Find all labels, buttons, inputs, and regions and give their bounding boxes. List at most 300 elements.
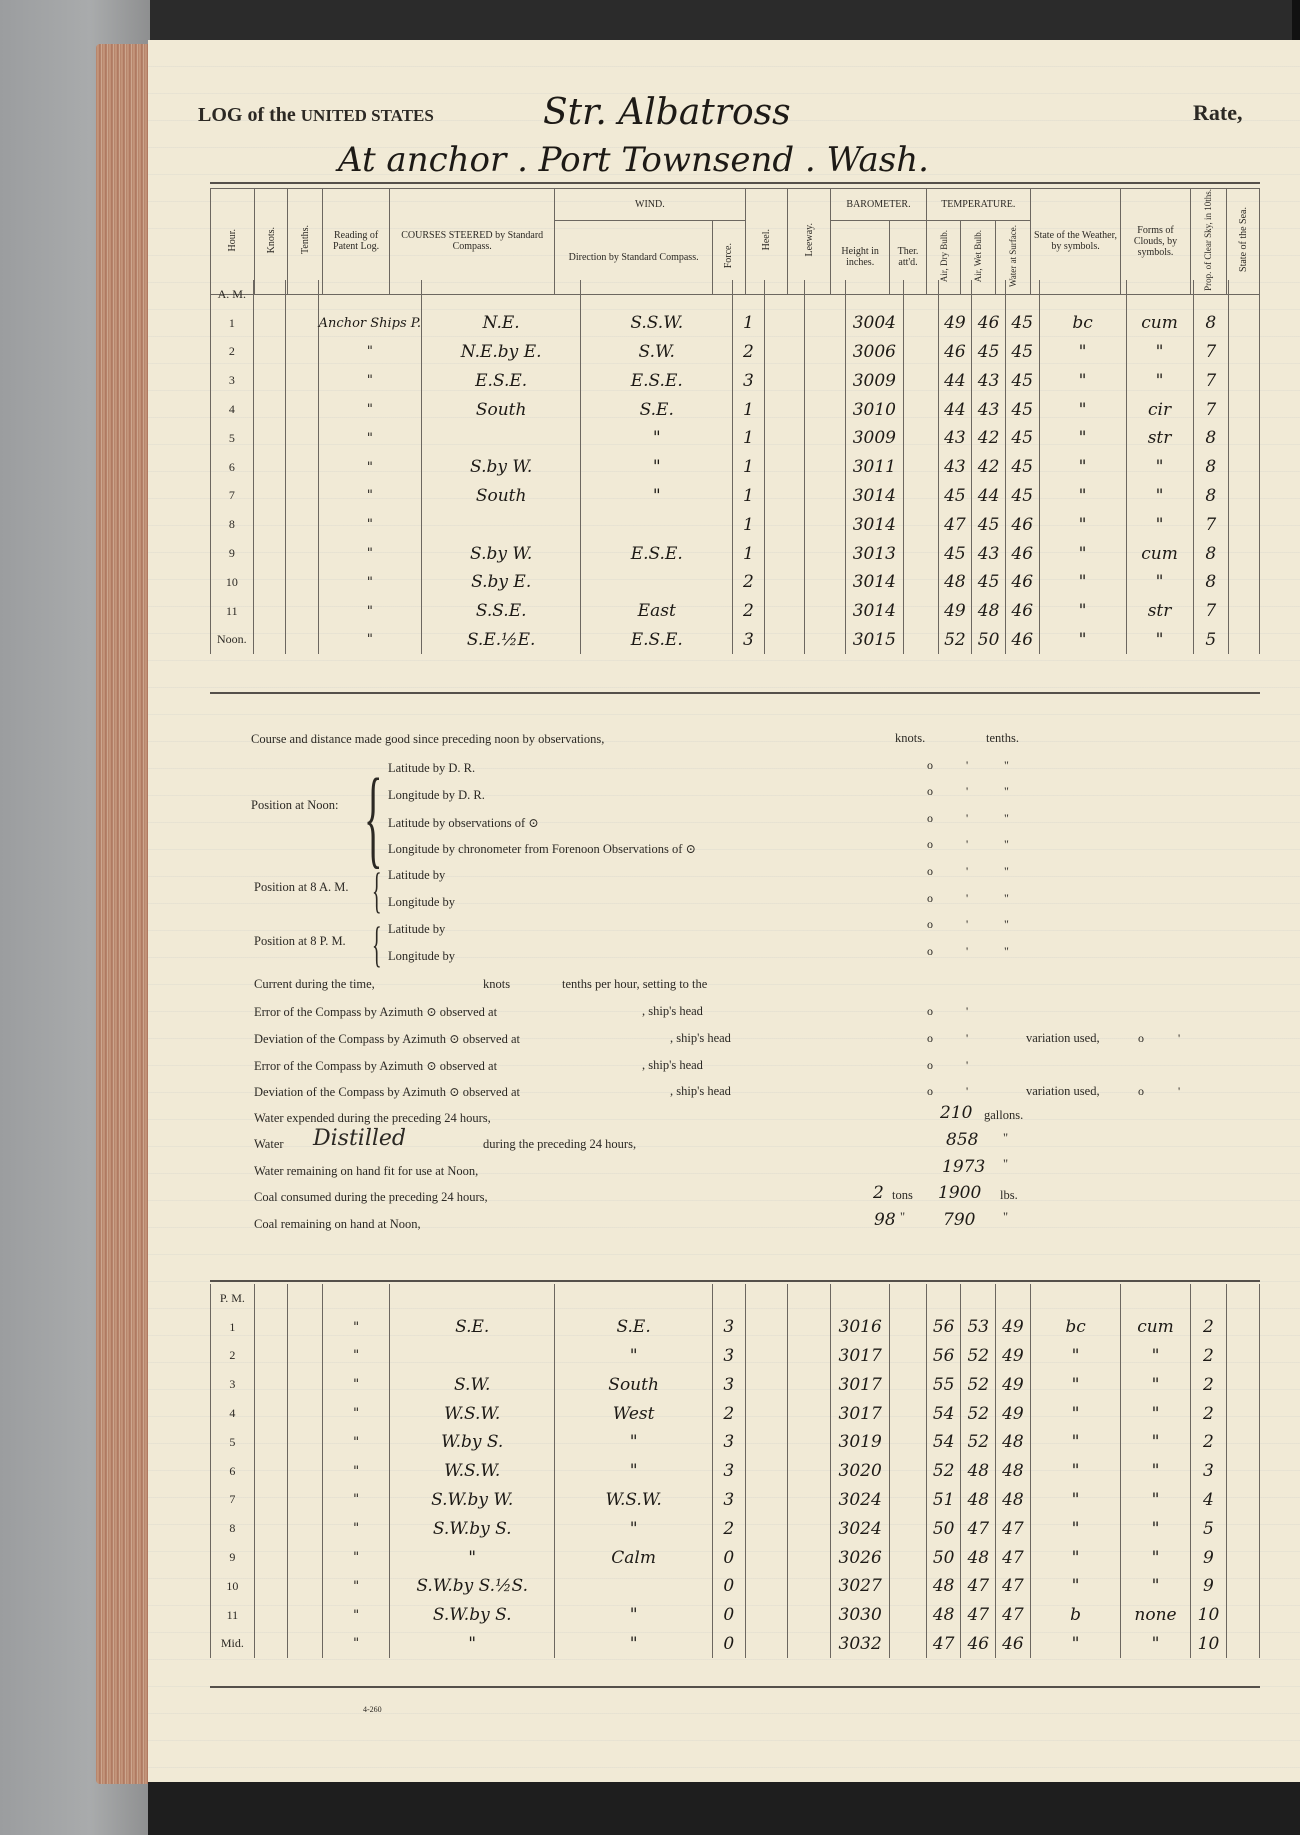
water-remaining-value: 1973 xyxy=(942,1157,986,1177)
ships-head-label-2: , ship's head xyxy=(670,1031,731,1045)
clouds-cell: " xyxy=(1126,453,1193,482)
ships-head-label-1: , ship's head xyxy=(642,1004,703,1018)
weather-cell: " xyxy=(1030,1342,1121,1371)
col-patent-log: Reading of Patent Log. xyxy=(323,189,390,295)
leeway-cell xyxy=(805,424,846,453)
weather-cell: " xyxy=(1039,366,1126,395)
water-distilled-value: 858 xyxy=(946,1130,979,1150)
compass-degree-symbol: o xyxy=(927,1058,933,1072)
scan-bottom-border xyxy=(148,1782,1300,1835)
baro-ther-cell xyxy=(890,1457,927,1486)
clouds-cell: cum xyxy=(1126,309,1193,338)
course-cell: S.W.by S. xyxy=(390,1601,555,1630)
wind-direction-cell: E.S.E. xyxy=(581,366,733,395)
tenths-cell xyxy=(288,1601,323,1630)
clouds-cell: " xyxy=(1121,1457,1190,1486)
empty-cell xyxy=(764,280,805,309)
weather-cell: " xyxy=(1030,1630,1121,1659)
col-barometer: BAROMETER. xyxy=(831,189,927,221)
sea-cell xyxy=(1228,453,1259,482)
wind-direction-cell: " xyxy=(555,1342,713,1371)
baro-height-cell: 3017 xyxy=(831,1342,890,1371)
log-row xyxy=(211,597,1260,626)
col-knots: Knots. xyxy=(265,226,277,254)
empty-cell xyxy=(713,1284,746,1313)
air-dry-cell: 55 xyxy=(926,1370,961,1399)
weather-cell: " xyxy=(1030,1370,1121,1399)
error-compass-label-1: Error of the Compass by Azimuth ⊙ observed at xyxy=(254,1005,498,1019)
log-row xyxy=(211,510,1260,539)
patent-log-cell: " xyxy=(323,1342,390,1371)
sea-cell xyxy=(1228,568,1259,597)
log-row xyxy=(211,539,1260,568)
log-row xyxy=(211,1543,1260,1572)
weather-cell: " xyxy=(1039,395,1126,424)
position-noon-brace: { xyxy=(364,756,383,878)
air-wet-cell: 53 xyxy=(961,1313,996,1342)
position-second-symbol: " xyxy=(1004,837,1009,851)
air-dry-cell: 52 xyxy=(926,1457,961,1486)
weather-cell: bc xyxy=(1030,1313,1121,1342)
wind-force-cell: 1 xyxy=(733,539,764,568)
air-wet-cell: 42 xyxy=(972,424,1006,453)
compass-minute-symbol: ' xyxy=(966,1031,969,1045)
course-cell: S.W.by W. xyxy=(390,1486,555,1515)
water-surface-cell: 45 xyxy=(1005,366,1039,395)
weather-cell: b xyxy=(1030,1601,1121,1630)
position-degree-symbol: o xyxy=(927,811,933,825)
empty-cell xyxy=(555,1284,713,1313)
hour-cell: 10 xyxy=(211,568,254,597)
clouds-cell: " xyxy=(1126,482,1193,511)
course-cell: N.E. xyxy=(422,309,581,338)
water-surface-cell: 45 xyxy=(1005,338,1039,367)
ditto-4: " xyxy=(1003,1210,1009,1224)
baro-height-cell: 3013 xyxy=(846,539,904,568)
knots-cell xyxy=(254,1313,288,1342)
clouds-cell: cum xyxy=(1126,539,1193,568)
current-knots-label: knots xyxy=(483,977,511,991)
air-dry-cell: 50 xyxy=(926,1514,961,1543)
wind-direction-cell: S.S.W. xyxy=(581,309,733,338)
patent-log-cell: " xyxy=(318,626,421,655)
baro-ther-cell xyxy=(903,395,938,424)
course-cell: S.E.½E. xyxy=(422,626,581,655)
wind-force-cell: 3 xyxy=(733,626,764,655)
empty-cell xyxy=(253,280,285,309)
air-dry-cell: 48 xyxy=(926,1572,961,1601)
am-table-top-rule xyxy=(210,182,1260,184)
air-wet-cell: 48 xyxy=(961,1543,996,1572)
course-cell xyxy=(422,510,581,539)
leeway-cell xyxy=(805,309,846,338)
knots-cell xyxy=(253,366,285,395)
tenths-cell xyxy=(288,1457,323,1486)
water-surface-cell: 46 xyxy=(1005,539,1039,568)
col-heel: Heel. xyxy=(760,229,772,251)
period-label: A. M. xyxy=(211,280,254,309)
air-wet-cell: 48 xyxy=(972,597,1006,626)
knots-cell xyxy=(254,1399,288,1428)
lat-8am-label: Latitude by xyxy=(388,868,446,882)
baro-ther-cell xyxy=(903,338,938,367)
weather-cell: " xyxy=(1039,453,1126,482)
log-row xyxy=(211,1428,1260,1457)
position-degree-symbol: o xyxy=(927,944,933,958)
sea-cell xyxy=(1228,626,1259,655)
period-label-row xyxy=(211,1284,1260,1313)
water-surface-cell: 46 xyxy=(1005,626,1039,655)
sea-cell xyxy=(1228,309,1259,338)
wind-force-cell: 1 xyxy=(733,482,764,511)
course-cell: W.by S. xyxy=(390,1428,555,1457)
wind-direction-cell: W.S.W. xyxy=(555,1486,713,1515)
empty-cell xyxy=(788,1284,831,1313)
heel-cell xyxy=(745,1486,788,1515)
clouds-cell: " xyxy=(1126,510,1193,539)
air-dry-cell: 46 xyxy=(938,338,972,367)
empty-cell xyxy=(422,280,581,309)
weather-cell: " xyxy=(1030,1486,1121,1515)
weather-cell: bc xyxy=(1039,309,1126,338)
wind-force-cell: 3 xyxy=(713,1370,746,1399)
tenths-cell xyxy=(288,1514,323,1543)
tenths-label: tenths. xyxy=(986,731,1019,745)
clear-sky-cell: 9 xyxy=(1190,1572,1227,1601)
empty-cell xyxy=(1126,280,1193,309)
position-second-symbol: " xyxy=(1004,758,1009,772)
water-distilled-entry: Distilled xyxy=(313,1126,407,1151)
empty-cell xyxy=(1039,280,1126,309)
empty-cell xyxy=(831,1284,890,1313)
lat-dr-label: Latitude by D. R. xyxy=(388,761,476,775)
clear-sky-cell: 7 xyxy=(1193,366,1228,395)
wind-direction-cell: " xyxy=(555,1457,713,1486)
leeway-cell xyxy=(805,597,846,626)
col-baro-height: Height in inches. xyxy=(831,220,890,294)
patent-log-cell: " xyxy=(318,510,421,539)
lbs-label: lbs. xyxy=(1000,1188,1018,1202)
position-degree-symbol: o xyxy=(927,837,933,851)
air-wet-cell: 52 xyxy=(961,1370,996,1399)
tenths-cell xyxy=(288,1572,323,1601)
course-cell: S.by W. xyxy=(422,539,581,568)
water-surface-cell: 49 xyxy=(996,1399,1031,1428)
wind-direction-cell: S.W. xyxy=(581,338,733,367)
heel-cell xyxy=(745,1601,788,1630)
baro-ther-cell xyxy=(890,1428,927,1457)
clouds-cell: cir xyxy=(1126,395,1193,424)
clear-sky-cell: 2 xyxy=(1190,1370,1227,1399)
log-row xyxy=(211,1399,1260,1428)
ships-head-label-3: , ship's head xyxy=(642,1058,703,1072)
baro-height-cell: 3017 xyxy=(831,1370,890,1399)
knots-cell xyxy=(253,424,285,453)
empty-cell xyxy=(805,280,846,309)
weather-cell: " xyxy=(1039,597,1126,626)
water-surface-cell: 46 xyxy=(1005,510,1039,539)
tenths-cell xyxy=(288,1313,323,1342)
leeway-cell xyxy=(805,482,846,511)
coal-consumed-lbs-value: 1900 xyxy=(938,1183,982,1203)
error-compass-label-2: Error of the Compass by Azimuth ⊙ observed at xyxy=(254,1059,498,1073)
col-sea: State of the Sea. xyxy=(1237,207,1249,273)
ships-head-label-4: , ship's head xyxy=(670,1084,731,1098)
heel-cell xyxy=(745,1428,788,1457)
water-surface-cell: 45 xyxy=(1005,309,1039,338)
weather-cell: " xyxy=(1030,1428,1121,1457)
patent-log-cell: " xyxy=(318,482,421,511)
position-8pm-label: Position at 8 P. M. xyxy=(254,934,346,948)
water-surface-cell: 46 xyxy=(1005,568,1039,597)
wind-direction-cell: S.E. xyxy=(555,1313,713,1342)
air-wet-cell: 43 xyxy=(972,539,1006,568)
patent-log-cell: " xyxy=(323,1370,390,1399)
tenths-cell xyxy=(285,338,318,367)
wind-direction-cell xyxy=(581,568,733,597)
patent-log-cell: " xyxy=(323,1457,390,1486)
clear-sky-cell: 2 xyxy=(1190,1313,1227,1342)
patent-log-cell: " xyxy=(318,568,421,597)
clouds-cell: " xyxy=(1121,1428,1190,1457)
log-row xyxy=(211,338,1260,367)
leeway-cell xyxy=(805,453,846,482)
wind-direction-cell: " xyxy=(581,424,733,453)
wind-force-cell: 2 xyxy=(713,1399,746,1428)
log-row xyxy=(211,1457,1260,1486)
heel-cell xyxy=(745,1313,788,1342)
sea-cell xyxy=(1227,1514,1260,1543)
air-dry-cell: 45 xyxy=(938,539,972,568)
air-wet-cell: 52 xyxy=(961,1342,996,1371)
log-row xyxy=(211,482,1260,511)
clouds-cell: " xyxy=(1121,1514,1190,1543)
variation-minute-symbol: ' xyxy=(1178,1084,1181,1098)
hour-cell: 11 xyxy=(211,597,254,626)
hour-cell: 6 xyxy=(211,453,254,482)
weather-cell: " xyxy=(1039,482,1126,511)
water-surface-cell: 48 xyxy=(996,1457,1031,1486)
tenths-cell xyxy=(285,366,318,395)
baro-ther-cell xyxy=(903,453,938,482)
wind-direction-cell: South xyxy=(555,1370,713,1399)
position-minute-symbol: ' xyxy=(966,811,969,825)
clear-sky-cell: 2 xyxy=(1190,1399,1227,1428)
baro-height-cell: 3020 xyxy=(831,1457,890,1486)
air-wet-cell: 43 xyxy=(972,395,1006,424)
compass-minute-symbol: ' xyxy=(966,1084,969,1098)
wind-direction-cell: E.S.E. xyxy=(581,626,733,655)
wind-force-cell: 1 xyxy=(733,424,764,453)
water-surface-cell: 47 xyxy=(996,1514,1031,1543)
wind-force-cell: 2 xyxy=(733,597,764,626)
course-cell: " xyxy=(390,1630,555,1659)
sea-cell xyxy=(1228,482,1259,511)
hour-cell: 6 xyxy=(211,1457,255,1486)
position-second-symbol: " xyxy=(1004,917,1009,931)
water-surface-cell: 48 xyxy=(996,1486,1031,1515)
baro-ther-cell xyxy=(903,597,938,626)
leeway-cell xyxy=(788,1630,831,1659)
baro-height-cell: 3014 xyxy=(846,482,904,511)
hour-cell: 1 xyxy=(211,309,254,338)
coal-consumed-label: Coal consumed during the preceding 24 hours, xyxy=(254,1190,488,1204)
heel-cell xyxy=(764,366,805,395)
ditto-1: " xyxy=(1003,1131,1009,1145)
wind-force-cell: 0 xyxy=(713,1543,746,1572)
log-row xyxy=(211,1601,1260,1630)
hour-cell: 5 xyxy=(211,424,254,453)
heel-cell xyxy=(745,1370,788,1399)
sea-cell xyxy=(1227,1428,1260,1457)
clear-sky-cell: 2 xyxy=(1190,1342,1227,1371)
variation-degree-symbol: o xyxy=(1138,1031,1144,1045)
baro-ther-cell xyxy=(890,1399,927,1428)
clear-sky-cell: 7 xyxy=(1193,395,1228,424)
period-label: P. M. xyxy=(211,1284,255,1313)
col-wind-force: Force. xyxy=(723,243,735,269)
knots-cell xyxy=(254,1514,288,1543)
leeway-cell xyxy=(805,338,846,367)
knots-cell xyxy=(254,1572,288,1601)
baro-ther-cell xyxy=(890,1342,927,1371)
log-row xyxy=(211,309,1260,338)
col-air-dry: Air, Dry Bulb. xyxy=(938,229,949,282)
log-page xyxy=(148,40,1300,1782)
lon-chron-label: Longitude by chronometer from Forenoon Observations of ⊙ xyxy=(388,842,696,856)
air-dry-cell: 44 xyxy=(938,395,972,424)
lon-8am-label: Longitude by xyxy=(388,895,456,909)
log-row xyxy=(211,1313,1260,1342)
water-surface-cell: 48 xyxy=(996,1428,1031,1457)
baro-height-cell: 3030 xyxy=(831,1601,890,1630)
tenths-cell xyxy=(285,597,318,626)
leeway-cell xyxy=(788,1514,831,1543)
am-rows-table xyxy=(210,280,1260,654)
leeway-cell xyxy=(805,510,846,539)
knots-cell xyxy=(254,1601,288,1630)
weather-cell: " xyxy=(1039,626,1126,655)
clear-sky-cell: 7 xyxy=(1193,338,1228,367)
variation-used-label-1: variation used, xyxy=(1026,1031,1100,1045)
wind-direction-cell: " xyxy=(555,1630,713,1659)
baro-height-cell: 3027 xyxy=(831,1572,890,1601)
tenths-cell xyxy=(288,1486,323,1515)
air-dry-cell: 47 xyxy=(938,510,972,539)
weather-cell: " xyxy=(1030,1457,1121,1486)
patent-log-cell: " xyxy=(323,1486,390,1515)
position-minute-symbol: ' xyxy=(966,864,969,878)
clouds-cell: none xyxy=(1121,1601,1190,1630)
heel-cell xyxy=(764,597,805,626)
patent-log-cell: " xyxy=(323,1514,390,1543)
patent-log-cell: " xyxy=(318,338,421,367)
log-row xyxy=(211,626,1260,655)
tenths-cell xyxy=(285,395,318,424)
leeway-cell xyxy=(788,1370,831,1399)
empty-cell xyxy=(285,280,318,309)
water-surface-cell: 49 xyxy=(996,1313,1031,1342)
col-clouds: Forms of Clouds, by symbols. xyxy=(1121,189,1190,295)
empty-cell xyxy=(1193,280,1228,309)
coal-consumed-tons-value: 2 xyxy=(873,1183,884,1203)
baro-ther-cell xyxy=(903,626,938,655)
wind-force-cell: 1 xyxy=(733,510,764,539)
hour-cell: 2 xyxy=(211,1342,255,1371)
air-dry-cell: 56 xyxy=(926,1313,961,1342)
baro-ther-cell xyxy=(890,1601,927,1630)
leeway-cell xyxy=(788,1457,831,1486)
position-minute-symbol: ' xyxy=(966,944,969,958)
baro-height-cell: 3014 xyxy=(846,597,904,626)
position-degree-symbol: o xyxy=(927,864,933,878)
position-second-symbol: " xyxy=(1004,784,1009,798)
patent-log-cell: " xyxy=(323,1313,390,1342)
empty-cell xyxy=(1227,1284,1260,1313)
knots-cell xyxy=(253,568,285,597)
course-cell: S.by W. xyxy=(422,453,581,482)
empty-cell xyxy=(1190,1284,1227,1313)
log-row xyxy=(211,1572,1260,1601)
knots-cell xyxy=(254,1630,288,1659)
baro-ther-cell xyxy=(903,309,938,338)
position-8am-label: Position at 8 A. M. xyxy=(254,880,349,894)
tenths-cell xyxy=(288,1630,323,1659)
hour-cell: Noon. xyxy=(211,626,254,655)
wind-direction-cell: " xyxy=(581,482,733,511)
sea-cell xyxy=(1228,510,1259,539)
position-degree-symbol: o xyxy=(927,917,933,931)
pm-table-top-rule xyxy=(210,1280,1260,1282)
leeway-cell xyxy=(788,1543,831,1572)
course-distance-label: Course and distance made good since preceding noon by observations, xyxy=(251,732,605,746)
log-title xyxy=(198,104,434,127)
position-minute-symbol: ' xyxy=(966,784,969,798)
air-dry-cell: 49 xyxy=(938,309,972,338)
empty-cell xyxy=(733,280,764,309)
heel-cell xyxy=(745,1399,788,1428)
heel-cell xyxy=(745,1342,788,1371)
course-cell: South xyxy=(422,395,581,424)
course-cell: N.E.by E. xyxy=(422,338,581,367)
air-dry-cell: 56 xyxy=(926,1342,961,1371)
form-number: 4-260 xyxy=(363,1705,382,1714)
empty-cell xyxy=(254,1284,288,1313)
leeway-cell xyxy=(805,568,846,597)
air-dry-cell: 54 xyxy=(926,1428,961,1457)
heel-cell xyxy=(745,1514,788,1543)
clouds-cell: " xyxy=(1121,1543,1190,1572)
water-surface-cell: 45 xyxy=(1005,482,1039,511)
hour-cell: 9 xyxy=(211,539,254,568)
air-wet-cell: 46 xyxy=(961,1630,996,1659)
clouds-cell: " xyxy=(1121,1572,1190,1601)
clouds-cell: " xyxy=(1126,626,1193,655)
wind-force-cell: 0 xyxy=(713,1601,746,1630)
patent-log-cell: " xyxy=(323,1572,390,1601)
baro-ther-cell xyxy=(890,1543,927,1572)
scan-top-border xyxy=(0,0,1300,40)
empty-cell xyxy=(1228,280,1259,309)
wind-force-cell: 3 xyxy=(713,1313,746,1342)
empty-cell xyxy=(903,280,938,309)
vessel-name: Str. Albatross xyxy=(543,92,791,133)
hour-cell: 8 xyxy=(211,1514,255,1543)
heel-cell xyxy=(745,1543,788,1572)
wind-force-cell: 1 xyxy=(733,395,764,424)
weather-cell: " xyxy=(1030,1543,1121,1572)
sea-cell xyxy=(1228,395,1259,424)
